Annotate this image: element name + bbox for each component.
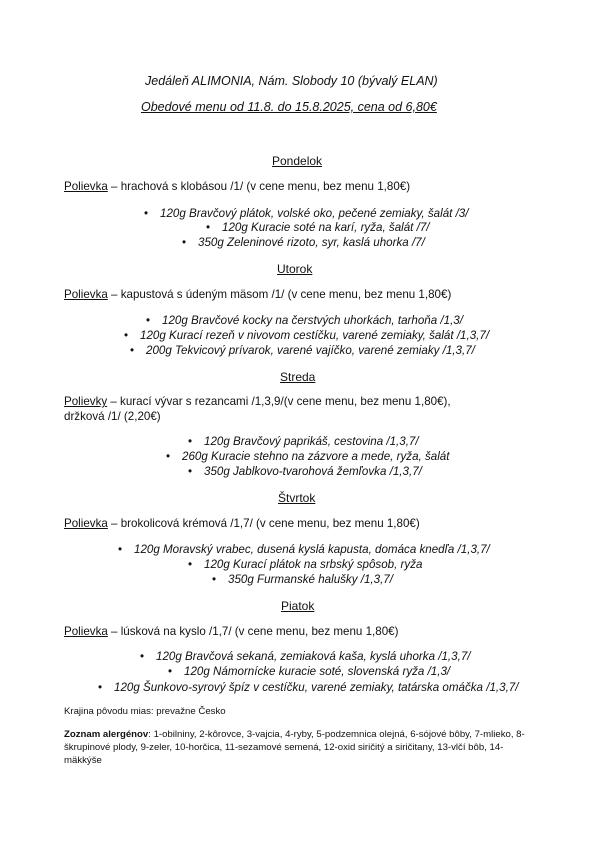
bullet-icon: • xyxy=(140,650,145,663)
menu-item xyxy=(118,543,490,556)
bullet-icon: • xyxy=(212,573,217,586)
menu-item xyxy=(212,573,393,586)
menu-item-text: 120g Kurací rezeň v nivovom cestíčku, varené zemiaky, šalát /1,3,7/ xyxy=(140,329,490,342)
menu-item xyxy=(182,236,425,249)
soup-label: Polievka xyxy=(64,180,108,193)
menu-item-text: 120g Bravčová sekaná, zemiaková kaša, kyslá uhorka /1,3,7/ xyxy=(156,650,471,663)
soup-label: Polievky xyxy=(64,395,108,408)
bullet-icon: • xyxy=(124,329,129,342)
bullet-icon: • xyxy=(188,558,193,571)
soup-label: Polievka xyxy=(64,517,108,530)
soup-text: – kurací vývar s rezancami /1,3,9/(v cene menu, bez menu 1,80€), xyxy=(107,395,451,408)
allergen-label: Zoznam alergénov xyxy=(64,729,149,740)
menu-item xyxy=(168,665,450,678)
bullet-icon: • xyxy=(118,543,123,556)
menu-item-text: 260g Kuracie stehno na zázvore a mede, ryža, šalát xyxy=(182,450,450,463)
day-heading-wednesday: Streda xyxy=(280,370,316,384)
menu-item-text: 120g Bravčové kocky na čerstvých uhorkách, tarhoňa /1,3/ xyxy=(162,314,463,327)
soup-line-friday xyxy=(64,625,398,638)
menu-item-text: 120g Bravčový plátok, volské oko, pečené zemiaky, šalát /3/ xyxy=(160,207,469,220)
menu-item-text: 200g Tekvicový prívarok, varené vajíčko, varené zemiaky /1,3,7/ xyxy=(146,344,475,357)
soup-line-wednesday xyxy=(64,395,451,408)
menu-item-text: 350g Furmanské halušky /1,3,7/ xyxy=(228,573,393,586)
soup-text: – kapustová s údeným mäsom /1/ (v cene menu, bez menu 1,80€) xyxy=(107,288,452,301)
meat-origin-note: Krajina pôvodu mias: prevažne Česko xyxy=(64,706,226,717)
menu-item xyxy=(188,558,422,571)
soup-line-monday xyxy=(64,180,410,193)
allergen-list xyxy=(64,728,526,767)
bullet-icon: • xyxy=(182,236,187,249)
bullet-icon: • xyxy=(144,207,149,220)
day-heading-monday: Pondelok xyxy=(272,154,323,168)
menu-item xyxy=(144,207,468,220)
day-heading-friday: Piatok xyxy=(281,599,315,613)
bullet-icon: • xyxy=(166,450,171,463)
menu-period-title: Obedové menu od 11.8. do 15.8.2025, cena od 6,80€ xyxy=(141,100,437,114)
menu-item-text: 120g Moravský vrabec, dusená kyslá kapusta, domáca knedľa /1,3,7/ xyxy=(134,543,490,556)
day-heading-thursday: Štvrtok xyxy=(278,491,316,505)
day-heading-tuesday: Utorok xyxy=(277,262,313,276)
menu-item xyxy=(146,314,463,327)
soup-line-tuesday xyxy=(64,288,451,301)
menu-item xyxy=(140,650,471,663)
menu-item-text: 120g Kuracie soté na karí, ryža, šalát /7/ xyxy=(222,221,430,234)
menu-item-text: 120g Šunkovo-syrový špíz v cestíčku, varené zemiaky, tatárska omáčka /1,3,7/ xyxy=(114,681,519,694)
soup-text: – hrachová s klobásou /1/ (v cene menu, bez menu 1,80€) xyxy=(107,180,411,193)
soup-label: Polievka xyxy=(64,288,108,301)
menu-item xyxy=(124,329,489,342)
soup-line-thursday xyxy=(64,517,420,530)
soup-text: – brokolicová krémová /1,7/ (v cene menu, bez menu 1,80€) xyxy=(107,517,420,530)
bullet-icon: • xyxy=(168,665,173,678)
bullet-icon: • xyxy=(188,465,193,478)
bullet-icon: • xyxy=(130,344,135,357)
menu-item xyxy=(188,465,422,478)
menu-item xyxy=(130,344,475,357)
menu-item-text: 120g Námornícke kuracie soté, slovenská ryža /1,3/ xyxy=(184,665,451,678)
menu-item-text: 350g Jablkovo-tvarohová žemľovka /1,3,7/ xyxy=(204,465,422,478)
soup-label: Polievka xyxy=(64,625,108,638)
bullet-icon: • xyxy=(188,435,193,448)
allergen-text: : 1-obilniny, 2-kôrovce, 3-vajcia, 4-ryby, 5-podzemnica olejná, 6-sójové bôby, 7-mlieko, 8-škrupinové plody, 9-zeler, 10-horčica, 11-sezamové semená, 12-oxid siričitý a siričitany, 13-vlčí bôb, 14-mäkkýše xyxy=(64,729,525,766)
soup-text: – lúsková na kyslo /1,7/ (v cene menu, bez menu 1,80€) xyxy=(107,625,399,638)
menu-item xyxy=(206,221,430,234)
bullet-icon: • xyxy=(146,314,151,327)
soup-line-wednesday-2: držková /1/ (2,20€) xyxy=(64,410,161,423)
menu-item-text: 120g Bravčový paprikáš, cestovina /1,3,7/ xyxy=(204,435,419,448)
menu-item xyxy=(188,435,419,448)
bullet-icon: • xyxy=(98,681,103,694)
restaurant-title: Jedáleň ALIMONIA, Nám. Slobody 10 (bývalý ELAN) xyxy=(145,74,438,88)
menu-item-text: 350g Zeleninové rizoto, syr, kaslá uhorka /7/ xyxy=(198,236,425,249)
menu-item xyxy=(98,681,518,694)
bullet-icon: • xyxy=(206,221,211,234)
menu-item xyxy=(166,450,449,463)
menu-item-text: 120g Kurací plátok na srbský spôsob, ryža xyxy=(204,558,423,571)
